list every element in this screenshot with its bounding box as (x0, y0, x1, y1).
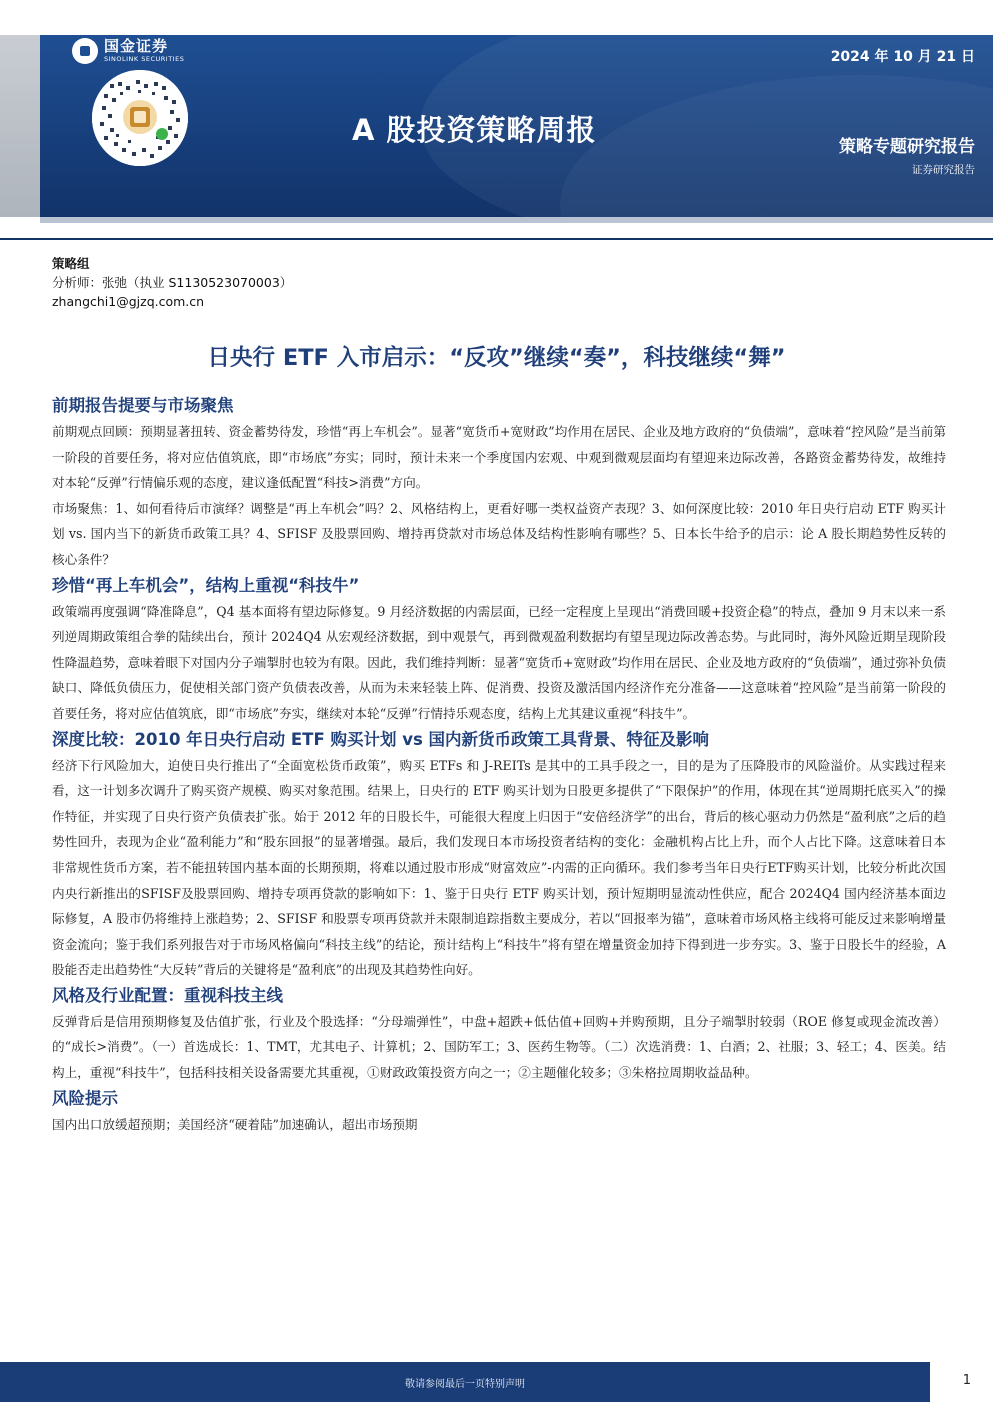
section-title: 前期报告提要与市场聚焦 (52, 396, 234, 415)
section-paragraph: 前期观点回顾：预期显著扭转、资金蓄势待发，珍惜“再上车机会”。显著“宽货币+宽财政”均作用在居民、企业及地方政府的“负债端”，意味着“控风险”是当前第一阶段的首要任务，将对应估值筑底，即“市场底”夯实；同时，预计未来一个季度国内宏观、中观到微观层面均有望迎来边际改善，各路资金蓄势待发，故维持对本轮“反弹”行情偏乐观的态度，建议逢低配置“科技>消费”方向。 (52, 424, 946, 491)
section-title: 风险提示 (52, 1088, 118, 1108)
section-title: 珍惜“再上车机会”，结构上重视“科技牛” (52, 575, 360, 595)
report-type-label: 策略专题研究报告 (839, 137, 975, 157)
logo-name: 国金证券 (104, 37, 169, 56)
section-title: 风格及行业配置：重视科技主线 (52, 985, 283, 1005)
section-paragraph: 反弹背后是信用预期修复及估值扩张，行业及个股选择：“分母端弹性”，中盘+超跌+低估值+回购+并购预期，且分子端掣肘较弱（ROE 修复或现金流改善）的“成长>消费”。（一）首选成长：1、TMT，尤其电子、计算机；2、国防军工；3、医药生物等。（二）次选消费：1、白酒；2、社服；3、轻工；4、医美。结构上，重视“科技牛”，包括科技相关设备需要尤其重视，①财政政策投资方向之一；②主题催化较多；③朱格拉周期收益品种。 (52, 1013, 946, 1081)
section-title: 深度比较：2010 年日央行启动 ETF 购买计划 vs 国内新货币政策工具背景、特征及影响 (52, 729, 710, 749)
analyst-email: zhangchi1@gjzq.com.cn (52, 294, 205, 309)
team-name: 策略组 (52, 256, 90, 271)
section-paragraph: 政策端再度强调“降准降息”，Q4 基本面将有望边际修复。9 月经济数据的内需层面，已经一定程度上呈现出“消费回暖+投资企稳”的特点，叠加 9 月末以来一系列逆周期政策组合拳的陆续出台，预计 2024Q4 从宏观经济数据，到中观景气，再到微观盈利数据均有望呈现边际改善态势。与此同时，海外风险近期呈现阶段性降温趋势，意味着眼下对国内分子端掣肘也较为有限。因此，我们维持判断：显著“宽货币+宽财政”均作用在居民、企业及地方政府的“负债端”，通过弥补负债缺口、降低负债压力，促使相关部门资产负债表改善，从而为未来轻装上阵、促消费、投资及激活国内经济作充分准备——这意味着“控风险”是当前第一阶段的首要任务，将对应估值筑底，即“市场底”夯实，继续对本轮“反弹”行情持乐观态度，结构上尤其建议重视“科技牛”。 (52, 603, 946, 721)
report-date: 2024 年 10 月 21 日 (830, 49, 975, 65)
logo-icon (72, 38, 98, 64)
section-paragraph: 国内出口放缓超预期；美国经济“硬着陆”加速确认，超出市场预期 (52, 1116, 418, 1132)
report-body (52, 393, 946, 1137)
report-series-title: A 股投资策略周报 (352, 113, 597, 147)
logo-english-name: SINOLINK SECURITIES (104, 55, 185, 64)
analyst-name: 分析师：张弛（执业 S1130523070003） (52, 275, 293, 290)
section-paragraph: 经济下行风险加大，迫使日央行推出了“全面宽松货币政策”，购买 ETFs 和 J-REITs 是其中的工具手段之一，目的是为了压降股市的风险溢价。从实践过程来看，这一计划多次调升了购买资产规模、购买对象范围。结果上，日央行的 ETF 购买计划为日股更多提供了“下限保护”的作用，体现在其“逆周期托底买入”的操作特征，并实现了日央行资产负债表扩张。始于 2012 年的日股长牛，可能很大程度上归因于“安倍经济学”的出台，背后的核心驱动力仍然是“盈利底”之后的趋势性回升，表现为企业“盈利能力”和“股东回报”的显著增强。最后，我们发现日本市场投资者结构的变化：金融机构占比上升，而个人占比下降。这意味着日本非常规性货币方案，若不能扭转国内基本面的长期预期，将难以通过股市形成“财富效应”-内需的正向循环。我们参考当年日央行ETF购买计划，比较分析此次国内央行新推出的SFISF及股票回购、增持专项再贷款的影响如下：1、鉴于日央行 ETF 购买计划，预计短期明显流动性供应，配合 2024Q4 国内经济基本面边际修复，A 股市仍将维持上涨趋势；2、SFISF 和股票专项再贷款并未限制追踪指数主要成分，若以“回报率为锚”，意味着市场风格主线将可能反过来影响增量资金流向；鉴于我们系列报告对于市场风格偏向“科技主线”的结论，预计结构上“科技牛”将有望在增量资金加持下得到进一步夯实。3、鉴于日股长牛的经验，A 股能否走出趋势性“大反转”背后的关键将是“盈利底”的出现及其趋势性向好。 (52, 757, 946, 978)
page-number: 1 (962, 1373, 971, 1388)
banner-stripe (40, 217, 993, 223)
company-logo (72, 36, 184, 66)
report-headline: 日央行 ETF 入市启示：“反攻”继续“奏”，科技继续“舞” (207, 345, 786, 371)
footer-disclaimer: 敬请参阅最后一页特别声明 (405, 1378, 525, 1390)
footer-disclaimer-bar (0, 1362, 930, 1402)
qr-code-icon (92, 70, 188, 166)
header-divider (0, 238, 993, 240)
analyst-info (52, 254, 292, 311)
banner-side-panel (0, 35, 40, 217)
report-category-label: 证券研究报告 (912, 164, 975, 176)
section-paragraph: 市场聚焦：1、如何看待后市演绎？调整是“再上车机会”吗？2、风格结构上，更看好哪一类权益资产表现？3、如何深度比较：2010 年日央行启动 ETF 购买计划 vs. 国内当下的新货币政策工具？4、SFISF 及股票回购、增持再贷款对市场总体及结构性影响有哪些？5、日本长牛给予的启示：论 A 股长期趋势性反转的核心条件？ (52, 500, 946, 567)
